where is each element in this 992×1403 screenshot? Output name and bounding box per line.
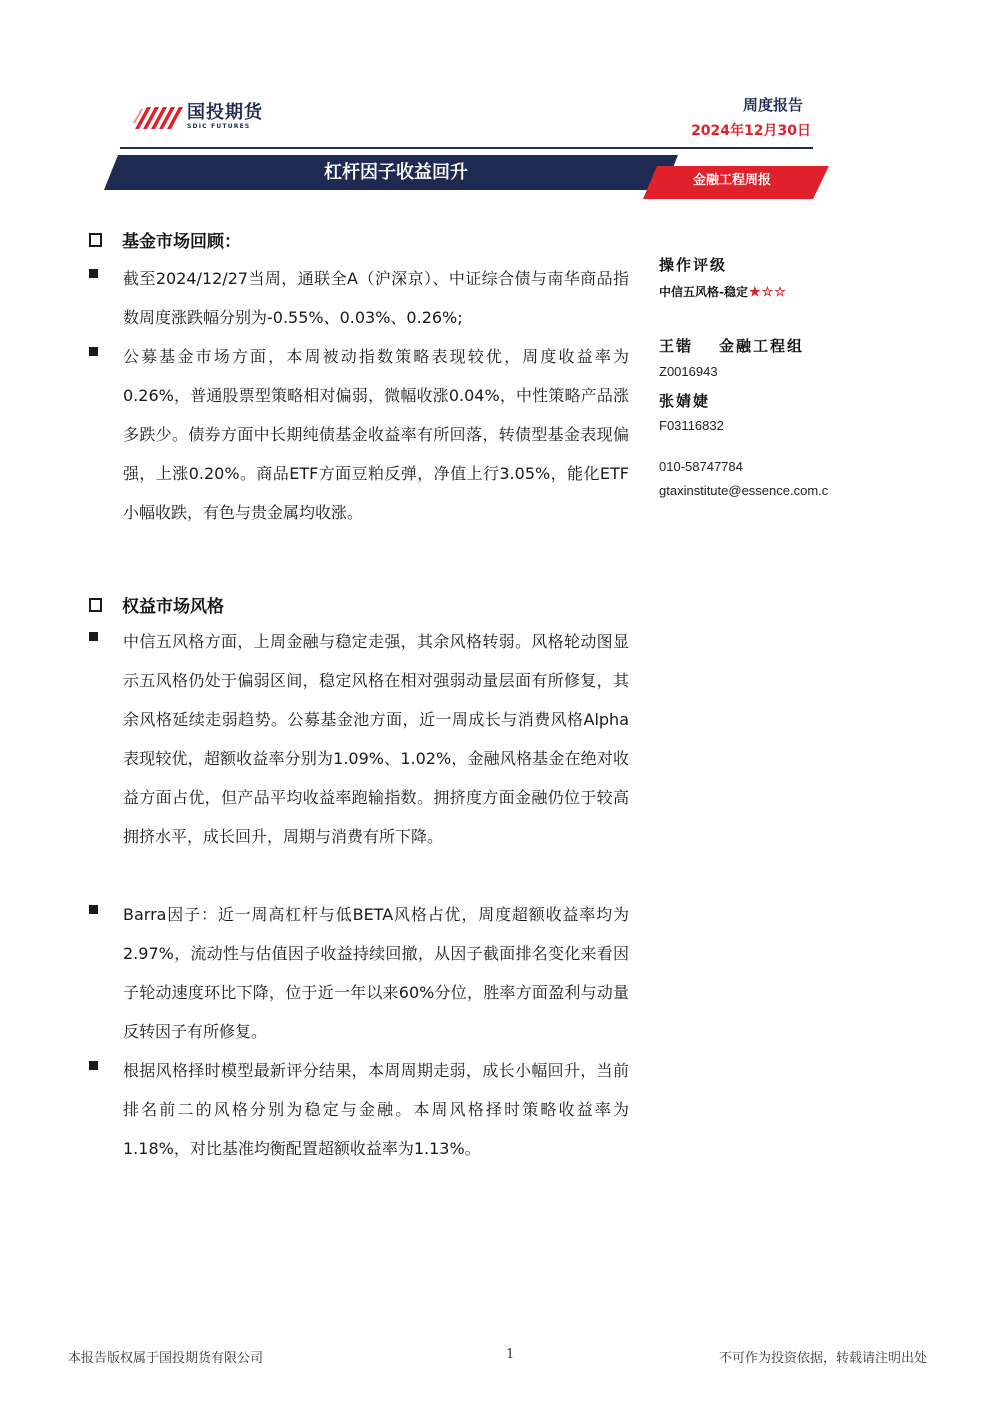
- contact-email[interactable]: gtaxinstitute@essence.com.c: [659, 483, 829, 498]
- analyst-name-2: 张婧婕: [659, 392, 711, 410]
- bullet-square-icon: [89, 269, 98, 278]
- star-empty-icon: ☆: [774, 284, 786, 300]
- report-title: 杠杆因子收益回升: [324, 162, 468, 183]
- list-item: [89, 259, 629, 337]
- contact-phone: 010-58747784: [659, 459, 743, 474]
- list-item: [89, 895, 629, 1051]
- bullet-square-icon: [89, 632, 98, 641]
- analyst-id: Z0016943: [659, 364, 718, 379]
- logo-chinese-name: 国投期货: [187, 102, 263, 123]
- checkbox-square-icon: [89, 233, 102, 247]
- bullet-square-icon: [89, 347, 98, 356]
- rating-heading: 操作评级: [659, 256, 728, 274]
- star-filled-icon: ★: [748, 284, 761, 300]
- report-date: 2024年12月30日: [691, 123, 811, 139]
- footer-copyright: 本报告版权属于国投期货有限公司: [68, 1351, 264, 1366]
- logo-stripes-icon: [133, 103, 183, 131]
- report-type: 周度报告: [742, 96, 803, 114]
- section-title: 基金市场回顾：: [122, 232, 241, 252]
- report-category: 金融工程周报: [693, 173, 772, 188]
- analyst-line: [659, 335, 804, 356]
- bullet-text: 根据风格择时模型最新评分结果，本周周期走弱，成长小幅回升，当前排名前二的风格分别为稳定与金融。本周风格择时策略收益率为1.18%，对比基准均衡配置超额收益率为1.13%。: [123, 1061, 629, 1158]
- section-title: 权益市场风格: [122, 597, 224, 617]
- analyst-group: 金融工程组: [719, 337, 805, 355]
- bullet-text: 公募基金市场方面，本周被动指数策略表现较优，周度收益率为0.26%，普通股票型策略相对偏弱，微幅收涨0.04%，中性策略产品涨多跌少。债券方面中长期纯债基金收益率有所回落，转债型基金表现偏强，上涨0.20%。商品ETF方面豆粕反弹，净值上行3.05%，能化ETF小幅收跌，有色与贵金属均收涨。: [123, 347, 629, 522]
- section-heading-fund-market: [89, 227, 241, 252]
- list-item: [89, 622, 629, 856]
- rating-line: [659, 283, 786, 300]
- bullet-text: 中信五风格方面，上周金融与稳定走强，其余风格转弱。风格轮动图显示五风格仍处于偏弱区间，稳定风格在相对强弱动量层面有所修复，其余风格延续走弱趋势。公募基金池方面，近一周成长与消费风格Alpha表现较优，超额收益率分别为1.09%、1.02%，金融风格基金在绝对收益方面占优，但产品平均收益率跑输指数。拥挤度方面金融仍位于较高拥挤水平，成长回升，周期与消费有所下降。: [123, 632, 629, 846]
- analyst-name: 王锴: [659, 337, 694, 355]
- rating-stars: [748, 285, 786, 299]
- checkbox-square-icon: [89, 598, 102, 612]
- footer-page-number: 1: [506, 1347, 515, 1362]
- star-empty-icon: ☆: [761, 284, 774, 300]
- bullet-text: 截至2024/12/27当周，通联全A（沪深京）、中证综合债与南华商品指数周度涨跌幅分别为-0.55%、0.03%、0.26%;: [123, 269, 629, 327]
- header-divider: [120, 147, 813, 149]
- bullet-square-icon: [89, 905, 98, 914]
- bullet-square-icon: [89, 1061, 98, 1070]
- rating-label: 中信五风格-稳定: [659, 285, 748, 299]
- company-logo: [133, 103, 263, 131]
- list-item: [89, 1051, 629, 1168]
- logo-english-name: SDIC FUTURES: [187, 123, 251, 130]
- analyst-id-2: F03116832: [659, 418, 724, 433]
- list-item: [89, 337, 629, 532]
- bullet-text: Barra因子：近一周高杠杆与低BETA风格占优，周度超额收益率均为2.97%，流动性与估值因子收益持续回撤，从因子截面排名变化来看因子轮动速度环比下降，位于近一年以来60%分位，胜率方面盈利与动量反转因子有所修复。: [123, 905, 629, 1041]
- section-heading-equity-style: [89, 592, 224, 617]
- footer-disclaimer: 不可作为投资依据，转载请注明出处: [719, 1351, 928, 1366]
